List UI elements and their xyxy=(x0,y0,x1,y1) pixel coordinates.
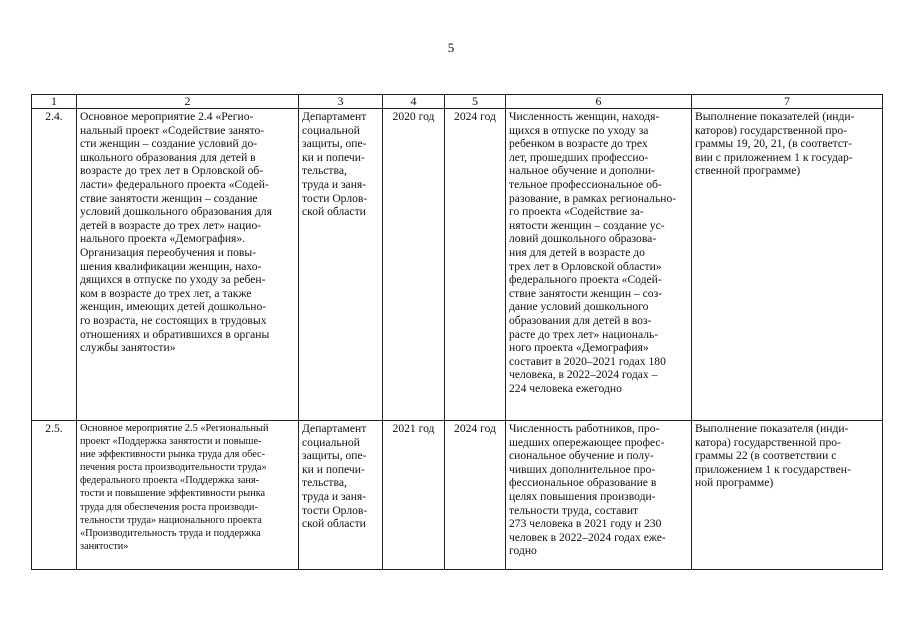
expected-result: Численность женщин, находя- щихся в отпуске по уходу за ребенком в возрасте до трех лет, прошедших профессио- нальное обучение и дополни- тельное профессиональное об- разование, в рамках регионально- го проекта «Содействие за- нятости женщин – создание ус- ловий дошкольного образова- ния для детей в возрасте до трех лет в Орловской области» федерального проекта «Содей- ствие занятости женщин – соз- дание условий дошкольного образования для детей в воз- расте до трех лет» националь- ного проекта «Демография» составит в 2020–2021 годах 180 человека, в 2022–2024 годах – 224 человека ежегодно xyxy=(509,110,677,395)
executor: Департамент социальной защиты, опе- ки и попечи- тельства, труда и заня- тости Орлов- ской области xyxy=(302,422,368,531)
row-number: 2.5. xyxy=(32,421,77,570)
end-year: 2024 год xyxy=(445,109,506,421)
column-header: 7 xyxy=(692,95,883,109)
row-number: 2.4. xyxy=(32,109,77,421)
start-year: 2021 год xyxy=(383,421,445,570)
column-header: 1 xyxy=(32,95,77,109)
program-table xyxy=(31,94,883,570)
page-number: 5 xyxy=(447,40,455,55)
table-row xyxy=(32,421,883,570)
column-header: 4 xyxy=(383,95,445,109)
executor: Департамент социальной защиты, опе- ки и попечи- тельства, труда и заня- тости Орлов- ской области xyxy=(302,110,368,219)
start-year: 2020 год xyxy=(383,109,445,421)
column-header: 6 xyxy=(506,95,692,109)
column-header: 3 xyxy=(299,95,383,109)
event-description: Основное мероприятие 2.5 «Региональный проект «Поддержка занятости и повыше- ние эффективности рынка труда для обес- печения роста производительности труда» федерального проекта «Поддержка заня- тости и повышение эффективности рынка труда для обеспечения роста производи- тельности труда» национального проекта «Производительность труда и поддержка занятости» xyxy=(80,423,269,552)
end-year: 2024 год xyxy=(445,421,506,570)
column-number-row xyxy=(32,95,883,109)
indicator-link: Выполнение показателя (инди- катора) государственной про- граммы 22 (в соответствии с приложением 1 к государствен- ной программе) xyxy=(695,422,851,490)
column-header: 2 xyxy=(77,95,299,109)
event-description: Основное мероприятие 2.4 «Регио- нальный проект «Содействие занято- сти женщин – создание условий до- школьного образования для детей в возрасте до трех лет в Орловской об- ласти» федерального проекта «Содей- ствие занятости женщин – создание условий дошкольного образования для детей в возрасте до трех лет» нацио- нального проекта «Демография». Организация переобучения и повы- шения квалификации женщин, нахо- дящихся в отпуске по уходу за ребен- ком в возрасте до трех лет, а также женщин, имеющих детей дошкольно- го возраста, не состоящих в трудовых отношениях и обратившихся в органы службы занятости» xyxy=(80,110,272,355)
table-row xyxy=(32,109,883,421)
column-header: 5 xyxy=(445,95,506,109)
indicator-link: Выполнение показателей (инди- каторов) государственной про- граммы 19, 20, 21, (в соответст- вии с приложением 1 к государ- ственной программе) xyxy=(695,110,855,178)
expected-result: Численность работников, про- шедших опережающее профес- сиональное обучение и полу- чивших дополнительное про- фессиональное образование в целях повышения производи- тельности труда, составит 273 человека в 2021 году и 230 человек в 2022–2024 годах еже- годно xyxy=(509,422,666,558)
